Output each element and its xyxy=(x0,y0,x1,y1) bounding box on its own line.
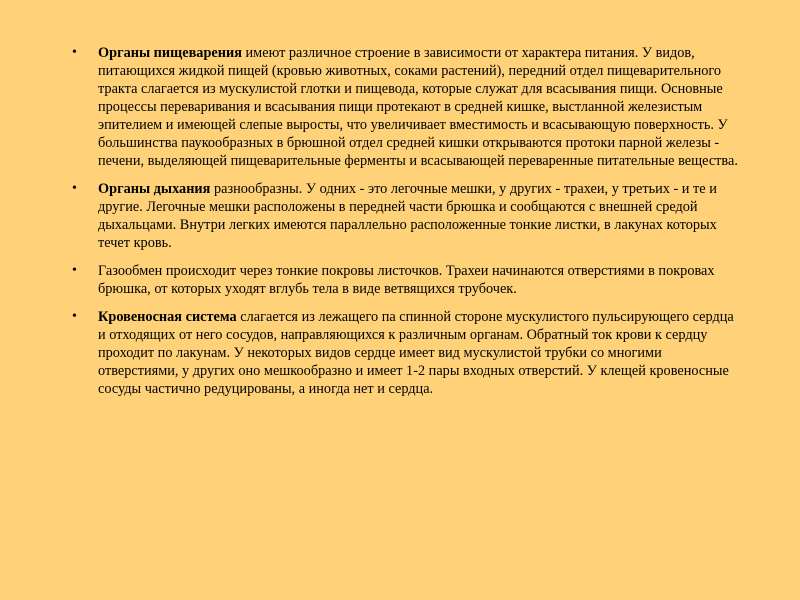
bullet-item-respiration xyxy=(72,180,740,252)
bullet-icon: • xyxy=(72,45,77,60)
bullet-term: Органы пищеварения xyxy=(98,45,242,61)
bullet-list xyxy=(72,44,740,408)
bullet-text: разнообразны. У одних - это легочные мешки, у других - трахеи, у третьих - и те и другие. Легочные мешки расположены в передней части брюшка и сообщаются с внешней средой дыхальцами. Внутри легких имеются параллельно расположенные тонкие листки, в лакунах которых течет кровь. xyxy=(98,181,717,251)
bullet-icon: • xyxy=(72,263,77,278)
bullet-text: слагается из лежащего па спинной стороне мускулистого пульсирующего сердца и отходящих от него сосудов, направляющихся к различным органам. Обратный ток крови к сердцу проходит по лакунам. У некоторых видов сердце имеет вид мускулистой трубки со многими отверстиями, у других оно мешкообразно и имеет 1-2 пары входных отверстий. У клещей кровеносные сосуды частично редуцированы, а иногда нет и сердца. xyxy=(98,309,734,397)
bullet-item-circulation xyxy=(72,308,740,398)
bullet-text: Газообмен происходит через тонкие покровы листочков. Трахеи начинаются отверстиями в покровах брюшка, от которых уходят вглубь тела в виде ветвящихся трубочек. xyxy=(98,263,715,297)
bullet-text: имеют различное строение в зависимости от характера питания. У видов, питающихся жидкой пищей (кровью животных, соками растений), передний отдел пищеварительного тракта слагается из мускулистой глотки и пищевода, которые служат для всасывания пищи. Основные процессы переваривания и всасывания пищи протекают в средней кишке, выстланной железистым эпителием и имеющей слепые выросты, что увеличивает вместимость и всасывающую поверхность. У большинства паукообразных в брюшной отдел средней кишки открываются протоки парной железы - печени, выделяющей пищеварительные ферменты и всасывающей переваренные питательные вещества. xyxy=(98,45,738,169)
bullet-term: Кровеносная система xyxy=(98,309,237,325)
bullet-term: Органы дыхания xyxy=(98,181,211,197)
bullet-item-digestion xyxy=(72,44,740,170)
bullet-icon: • xyxy=(72,181,77,196)
bullet-icon: • xyxy=(72,309,77,324)
bullet-item-gas-exchange xyxy=(72,262,740,298)
